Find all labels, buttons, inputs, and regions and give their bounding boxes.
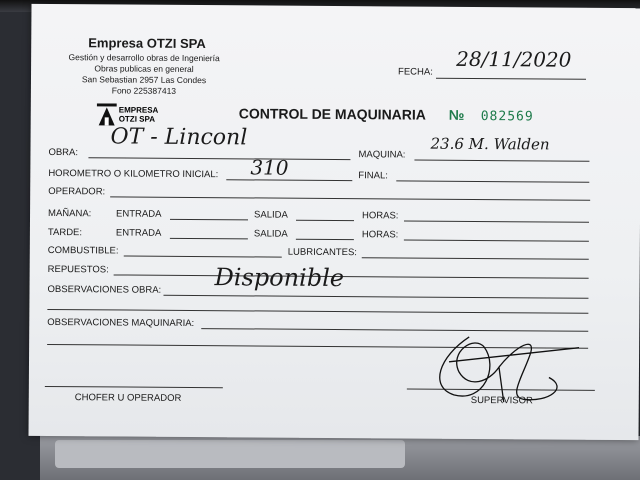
tarde-salida-label: SALIDA <box>253 228 288 240</box>
manana-horas-label: HORAS: <box>362 210 399 222</box>
company-phone: Fono 225387413 <box>111 85 177 96</box>
maquina-value: 23.6 M. Walden <box>430 134 550 154</box>
manana-salida-label: SALIDA <box>254 209 288 221</box>
operador-label: OPERADOR: <box>48 185 106 198</box>
obs-obra-value: Disponible <box>214 263 345 293</box>
final-label: FINAL: <box>358 170 388 182</box>
horometro-value: 310 <box>250 155 289 180</box>
obra-value: OT - Linconl <box>110 124 248 151</box>
supervisor-signature <box>429 327 580 408</box>
lubricantes-label: LUBRICANTES: <box>287 246 357 259</box>
manana-label: MAÑANA: <box>48 207 92 220</box>
form-title: CONTROL DE MAQUINARIA <box>238 105 426 123</box>
trackpad <box>55 440 405 468</box>
obra-label: OBRA: <box>48 146 79 159</box>
maquina-label: MAQUINA: <box>358 149 406 161</box>
company-address: San Sebastian 2957 Las Condes <box>81 74 207 86</box>
company-tagline: Gestión y desarrollo obras de Ingeniería <box>68 52 220 64</box>
obs-maquinaria-label: OBSERVACIONES MAQUINARIA: <box>47 316 195 330</box>
logo-line-2: OTZI SPA <box>118 114 156 124</box>
combustible-label: COMBUSTIBLE: <box>47 244 119 257</box>
form-number: 082569 <box>480 109 534 125</box>
company-tagline-2: Obras publicas en general <box>94 63 194 75</box>
fecha-label: FECHA: <box>398 66 433 78</box>
obs-obra-label: OBSERVACIONES OBRA: <box>47 283 162 296</box>
fecha-value: 28/11/2020 <box>456 46 572 72</box>
supervisor-label: SUPERVISOR <box>470 394 533 407</box>
tarde-horas-label: HORAS: <box>361 229 399 241</box>
company-name: Empresa OTZI SPA <box>88 35 206 52</box>
tarde-label: TARDE: <box>47 226 83 239</box>
chofer-label: CHOFER U OPERADOR <box>74 392 182 404</box>
number-symbol: № <box>448 106 465 123</box>
repuestos-label: REPUESTOS: <box>47 263 109 276</box>
form-sheet <box>28 4 640 440</box>
manana-entrada-label: ENTRADA <box>116 208 162 220</box>
logo-line-1: EMPRESA <box>118 105 159 115</box>
horometro-label: HOROMETRO O KILOMETRO INICIAL: <box>48 167 219 181</box>
tarde-entrada-label: ENTRADA <box>115 227 162 239</box>
